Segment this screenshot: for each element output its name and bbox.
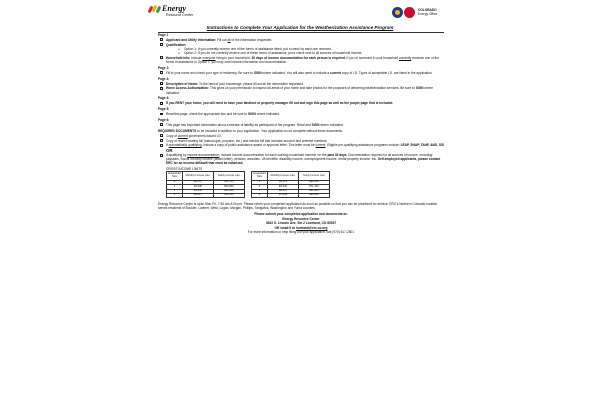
- checkbox-icon: [160, 154, 163, 157]
- colorado-energy-office-logo: [392, 7, 437, 18]
- submit-heading: Please submit your completed application and documents to:: [254, 212, 348, 217]
- checkbox-icon: [160, 113, 163, 116]
- erc-logo-mark-icon: [148, 5, 162, 15]
- page-5-heading: Page 5:: [158, 107, 170, 112]
- checklist-item: Home Access Authorization: This gives us your permission to inspect all areas of your home and take photos for the purposes of delivering weatherization services. Be sure to SIGN where indicated.: [158, 86, 444, 94]
- erc-logo: [148, 5, 193, 17]
- colorado-seal-icon: [404, 7, 415, 18]
- checklist-item: Read this page, check the appropriate box and be sure to SIGN where indicated.: [158, 112, 444, 116]
- required-documents-intro: REQUIRED DOCUMENTS to be included in addition to your application. Your application is not complete without these documents.: [158, 128, 343, 133]
- table-row: 3 $3,600 $43,200 7 $6,687 $80,240: [167, 189, 330, 193]
- submit-org: Energy Resource Center: [282, 216, 320, 221]
- colorado-c-icon: [392, 7, 403, 18]
- checkbox-icon: [160, 56, 163, 59]
- or-separator: OR: [166, 147, 173, 153]
- checkbox-icon: [160, 71, 163, 74]
- erc-logo-name: Energy: [162, 4, 186, 13]
- page-1-heading: Page 1: [158, 33, 169, 37]
- page-4-heading: Page 4:: [158, 96, 170, 101]
- checklist-item: Household Info: Include everyone living in your household. 30 days of income documentation for each person is required. If you or someone in your household currently receives one of the forms of assistance in Option 1, you may omit income information and documentation.: [158, 56, 444, 64]
- checkbox-icon: [160, 134, 163, 137]
- office-hours: Energy Resource Center is open Mon-Fri, 7:30 am-4:00 pm. Please return your completed application as soon as possible so that you can be prioritized for service. ERC's Northern Colorado location serves residents of Boulder, Larimer, Weld, Logan, Morgan, Phillips, Sedgwick, Washington and Yuma counties.: [158, 202, 438, 211]
- checklist-item: If automatically qualifying, include a copy of public assistance award or approval letter. This letter must be current. Eligible pre-qualifying assistance programs include: LEAP, SNAP, TANF, AND, SSI: [158, 143, 444, 147]
- checklist-item: If qualifying by income documentation, include income documentation for each working household member for the past 30 days. Documentation required for all sources of income, including: paystubs, Social Security income (award letter), pension, annuities, VA benefits, disability income, unemployment income, rental property income, etc. Self-employed applicants, please contact ERC for an income affidavit that must be notarized.: [158, 153, 444, 165]
- checklist-item: Fill in your name and check your type of residency. Be sure to SIGN where indicated. You will also need to include a current copy of I.D. Types of acceptable I.D. are listed in the application.: [158, 71, 444, 75]
- checklist-item: Copy of current government-issued I.D.: [158, 134, 444, 138]
- page-3-heading: Page 3:: [158, 76, 170, 81]
- submit-address: 3543 S. Lincoln Ave, Ste 2 Loveland, CO 80537: [265, 221, 337, 226]
- table-row: 1 $2,147 $25,760 5 $5,174 $62,080: [167, 181, 330, 185]
- checkbox-icon: [160, 139, 163, 142]
- income-limits-caption: GROSS INCOME LIMITS: [166, 166, 203, 171]
- instructions-body: [158, 33, 444, 234]
- table-row: 2 $2,930 $34,840 6 $5,930 $71,160: [167, 185, 330, 189]
- checklist-item: If you RENT your home, you will need to have your landlord or property manager fill out and sign this page as well as the purple page that is included.: [158, 101, 444, 105]
- checkbox-icon: [160, 43, 163, 46]
- table-row: 4 $4,417 $53,000 8 $7,443 $89,320: [167, 193, 330, 197]
- checkbox-icon: [160, 102, 163, 105]
- checklist-item: Applicant and Utility Information: Fill out all of the information requested.: [158, 38, 444, 42]
- erc-logo-subname: Resource Center: [166, 13, 194, 17]
- checklist-item: This page has important information about a release of liability as participant of the program. Read and SIGN where indicated.: [158, 123, 444, 127]
- checklist-item: Qualification:: [158, 43, 444, 47]
- checklist-item: Copy of recent heating bill (natural gas, propane, etc.) and electric bill that includes account and premise numbers.: [158, 139, 444, 143]
- checkbox-icon: [160, 123, 163, 126]
- checkbox-icon: [160, 38, 163, 41]
- checkbox-icon: [160, 144, 163, 147]
- checkbox-icon: [160, 87, 163, 90]
- colorado-name: COLORADO: [418, 7, 437, 12]
- income-limits-table: Household Size Monthly Income max. Yearly Income max. Household Size Monthly Income max. Yearly Income max. 1 $2,147 $25,760 5 $5,174 $62,080 2 $2,930 $34,840 6 $5,930 $71,160 3 $3,600 $43,200 7 $6,687 $80,240 4 $4,417 $53,000 8 $7,443 $89,320: [166, 171, 330, 198]
- page-6-heading: Page 6:: [158, 117, 170, 122]
- colorado-dept: Energy Office: [418, 11, 438, 16]
- submit-email: OR email it to loveland@erc.co.org: [274, 225, 328, 230]
- page-2-heading: Page 2:: [158, 65, 170, 70]
- income-limits: [166, 167, 444, 199]
- page-title: Instructions to Complete Your Application for the Weatherization Assistance Program: [206, 25, 394, 30]
- checklist-item: Description of Home: To the best of your knowledge, please fill out all the information requested.: [158, 82, 444, 86]
- option-1: o Option 1: If you currently receive one of the forms of assistance listed, put a check by each one received.: [158, 47, 444, 51]
- help-line: For more information or help filling out your application, call (970) 617-2801: [247, 230, 355, 235]
- option-2: o Option 2: If you do not currently receive one of these forms of assistance, put a check next to all sources of household income.: [158, 51, 444, 55]
- checkbox-icon: [160, 82, 163, 85]
- email-link[interactable]: loveland@erc.co.org: [295, 225, 328, 230]
